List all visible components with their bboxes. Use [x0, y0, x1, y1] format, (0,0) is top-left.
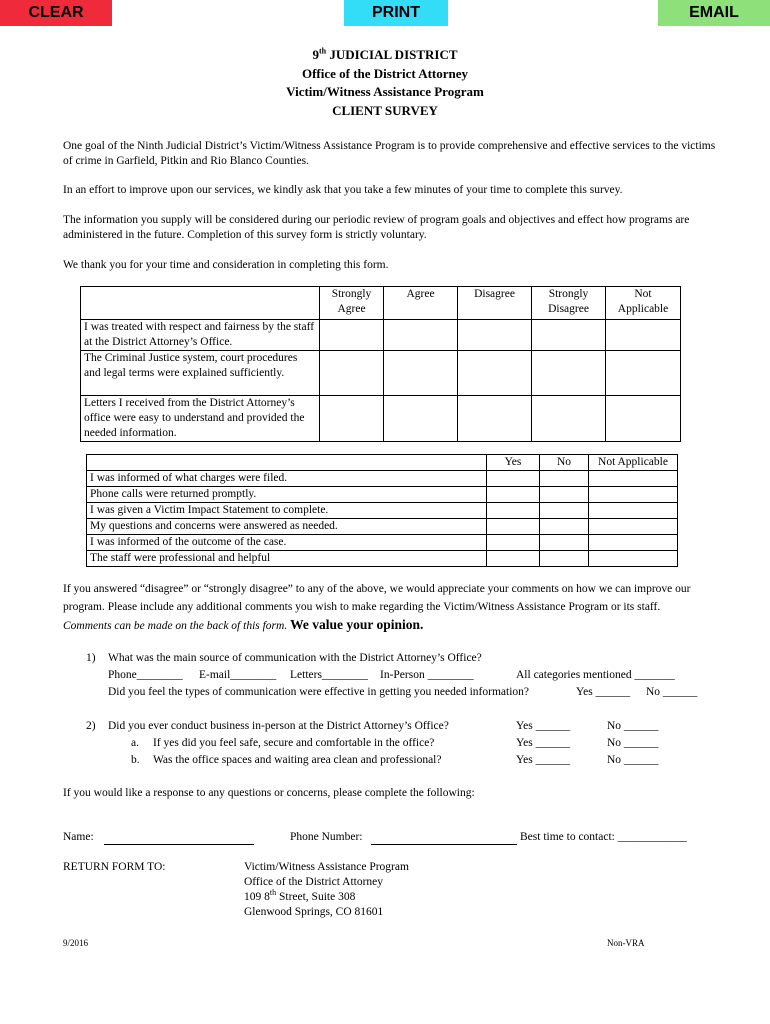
answer-cell[interactable] [606, 396, 681, 442]
yes-no-table-header [87, 455, 678, 471]
header-survey-title: CLIENT SURVEY [332, 103, 438, 118]
answer-cell[interactable] [540, 471, 589, 487]
name-label: Name: [63, 831, 94, 843]
phone-number-label: Phone Number: [290, 831, 363, 843]
answer-cell[interactable] [487, 551, 540, 567]
district-title: JUDICIAL DISTRICT [326, 47, 458, 62]
q2-text: Did you ever conduct business in-person at the District Attorney’s Office? [108, 720, 449, 732]
q2b-no-field[interactable]: No ______ [607, 754, 659, 766]
q1-no-field[interactable]: No ______ [646, 686, 698, 698]
answer-cell[interactable] [487, 487, 540, 503]
row-statement: The staff were professional and helpful [87, 551, 487, 567]
comments-paragraph [63, 580, 703, 635]
q1-yes-field[interactable]: Yes ______ [576, 686, 631, 698]
return-address-line1: Victim/Witness Assistance Program [244, 861, 409, 873]
q2b-text: Was the office spaces and waiting area clean and professional? [153, 754, 442, 766]
table-row [87, 519, 678, 535]
q1-letters-field[interactable]: Letters________ [290, 669, 368, 681]
answer-cell[interactable] [458, 320, 532, 351]
row-statement: I was informed of the outcome of the case. [87, 535, 487, 551]
answer-cell[interactable] [540, 519, 589, 535]
header-strongly-disagree: Strongly Disagree [532, 287, 606, 320]
answer-cell[interactable] [384, 320, 458, 351]
answer-cell[interactable] [320, 320, 384, 351]
return-address-line2: Office of the District Attorney [244, 876, 384, 888]
q2-number: 2) [86, 720, 96, 732]
answer-cell[interactable] [589, 519, 678, 535]
answer-cell[interactable] [540, 503, 589, 519]
row-statement: Letters I received from the District Attorney’s office were easy to understand and provided the needed information. [81, 396, 320, 442]
header-not-applicable: Not Applicable [589, 455, 678, 471]
name-input[interactable] [104, 830, 254, 845]
header-no: No [540, 455, 589, 471]
answer-cell[interactable] [532, 351, 606, 396]
answer-cell[interactable] [540, 487, 589, 503]
answer-cell[interactable] [606, 320, 681, 351]
header-program: Victim/Witness Assistance Program [286, 84, 484, 99]
table-row [81, 351, 681, 396]
district-suffix: th [318, 46, 327, 56]
intro-paragraph-1: One goal of the Ninth Judicial District’s Victim/Witness Assistance Program is to provide comprehensive and effective services to the victims of crime in Garfield, Pitkin and Rio Blanco Counties. [63, 140, 716, 167]
table-row [87, 551, 678, 567]
answer-cell[interactable] [384, 396, 458, 442]
q2a-yes-field[interactable]: Yes ______ [516, 737, 571, 749]
answer-cell[interactable] [589, 487, 678, 503]
row-statement: My questions and concerns were answered as needed. [87, 519, 487, 535]
table-row [81, 320, 681, 351]
q2b-yes-field[interactable]: Yes ______ [516, 754, 571, 766]
q1-effective-text: Did you feel the types of communication were effective in getting you needed information? [108, 686, 529, 698]
print-button[interactable]: PRINT [344, 0, 448, 26]
response-note: If you would like a response to any questions or concerns, please complete the following: [63, 787, 475, 799]
q2-no-field[interactable]: No ______ [607, 720, 659, 732]
email-button[interactable]: EMAIL [658, 0, 770, 26]
return-label: RETURN FORM TO: [63, 861, 166, 873]
return-address-line3 [244, 890, 355, 905]
row-statement: Phone calls were returned promptly. [87, 487, 487, 503]
q2b-label: b. [131, 754, 140, 766]
q2-yes-field[interactable]: Yes ______ [516, 720, 571, 732]
answer-cell[interactable] [487, 503, 540, 519]
q2a-label: a. [131, 737, 139, 749]
header-agree: Agree [384, 287, 458, 320]
intro-paragraph-2: In an effort to improve upon our services, we kindly ask that you take a few minutes of your time to complete this survey. [63, 184, 623, 196]
q2a-text: If yes did you feel safe, secure and comfortable in the office? [153, 737, 435, 749]
street-number: 109 8 [244, 891, 270, 903]
header-district [0, 46, 770, 65]
intro-paragraph-3: The information you supply will be considered during our periodic review of program goals and objectives and effect how programs are administered in the future. Completion of this survey form is strictly voluntary. [63, 214, 690, 241]
answer-cell[interactable] [458, 396, 532, 442]
value-opinion-text: We value your opinion. [290, 617, 424, 632]
answer-cell[interactable] [320, 351, 384, 396]
row-statement: I was informed of what charges were filed. [87, 471, 487, 487]
phone-number-input[interactable] [371, 830, 517, 845]
street-rest: Street, Suite 308 [276, 891, 356, 903]
row-statement: The Criminal Justice system, court procedures and legal terms were explained sufficiently. [81, 351, 320, 396]
q1-text: What was the main source of communication with the District Attorney’s Office? [108, 652, 482, 664]
district-number: 9 [312, 47, 319, 62]
row-statement: I was given a Victim Impact Statement to complete. [87, 503, 487, 519]
best-time-field[interactable]: Best time to contact: ____________ [520, 831, 687, 843]
answer-cell[interactable] [606, 351, 681, 396]
answer-cell[interactable] [532, 396, 606, 442]
answer-cell[interactable] [540, 535, 589, 551]
table-row [87, 503, 678, 519]
answer-cell[interactable] [532, 320, 606, 351]
answer-cell[interactable] [540, 551, 589, 567]
q1-inperson-field[interactable]: In-Person ________ [380, 669, 474, 681]
header-not-applicable: Not Applicable [606, 287, 681, 320]
footer-code: Non-VRA [607, 938, 645, 948]
comments-text: If you answered “disagree” or “strongly disagree” to any of the above, we would appreciate your comments on how we can improve our program. Please include any additional comments you wish to make regarding the Victim/Witness Assistance Program or its staff. [63, 583, 691, 613]
answer-cell[interactable] [487, 471, 540, 487]
answer-cell[interactable] [487, 535, 540, 551]
return-address-line4: Glenwood Springs, CO 81601 [244, 906, 384, 918]
table-row [87, 535, 678, 551]
street-suffix: th [269, 888, 277, 898]
answer-cell[interactable] [320, 396, 384, 442]
intro-paragraph-4: We thank you for your time and consideration in completing this form. [63, 259, 389, 271]
q1-phone-field[interactable]: Phone________ [108, 669, 183, 681]
q1-number: 1) [86, 652, 96, 664]
answer-cell[interactable] [589, 471, 678, 487]
comments-back-note: Comments can be made on the back of this form. [63, 620, 288, 632]
agreement-table [80, 286, 681, 442]
footer-date: 9/2016 [63, 938, 89, 948]
q1-all-categories-field[interactable]: All categories mentioned _______ [516, 669, 675, 681]
q2a-no-field[interactable]: No ______ [607, 737, 659, 749]
row-statement: I was treated with respect and fairness by the staff at the District Attorney’s Office. [81, 320, 320, 351]
answer-cell[interactable] [589, 535, 678, 551]
table-row [81, 396, 681, 442]
clear-button[interactable]: CLEAR [0, 0, 112, 26]
header-office: Office of the District Attorney [301, 66, 469, 81]
q1-email-field[interactable]: E-mail________ [199, 669, 277, 681]
answer-cell[interactable] [384, 351, 458, 396]
agreement-table-header [81, 287, 681, 320]
table-row [87, 487, 678, 503]
table-row [87, 471, 678, 487]
header-disagree: Disagree [458, 287, 532, 320]
header-yes: Yes [487, 455, 540, 471]
answer-cell[interactable] [589, 503, 678, 519]
answer-cell[interactable] [589, 551, 678, 567]
answer-cell[interactable] [487, 519, 540, 535]
answer-cell[interactable] [458, 351, 532, 396]
header-strongly-agree: Strongly Agree [320, 287, 384, 320]
yes-no-table [86, 454, 678, 567]
